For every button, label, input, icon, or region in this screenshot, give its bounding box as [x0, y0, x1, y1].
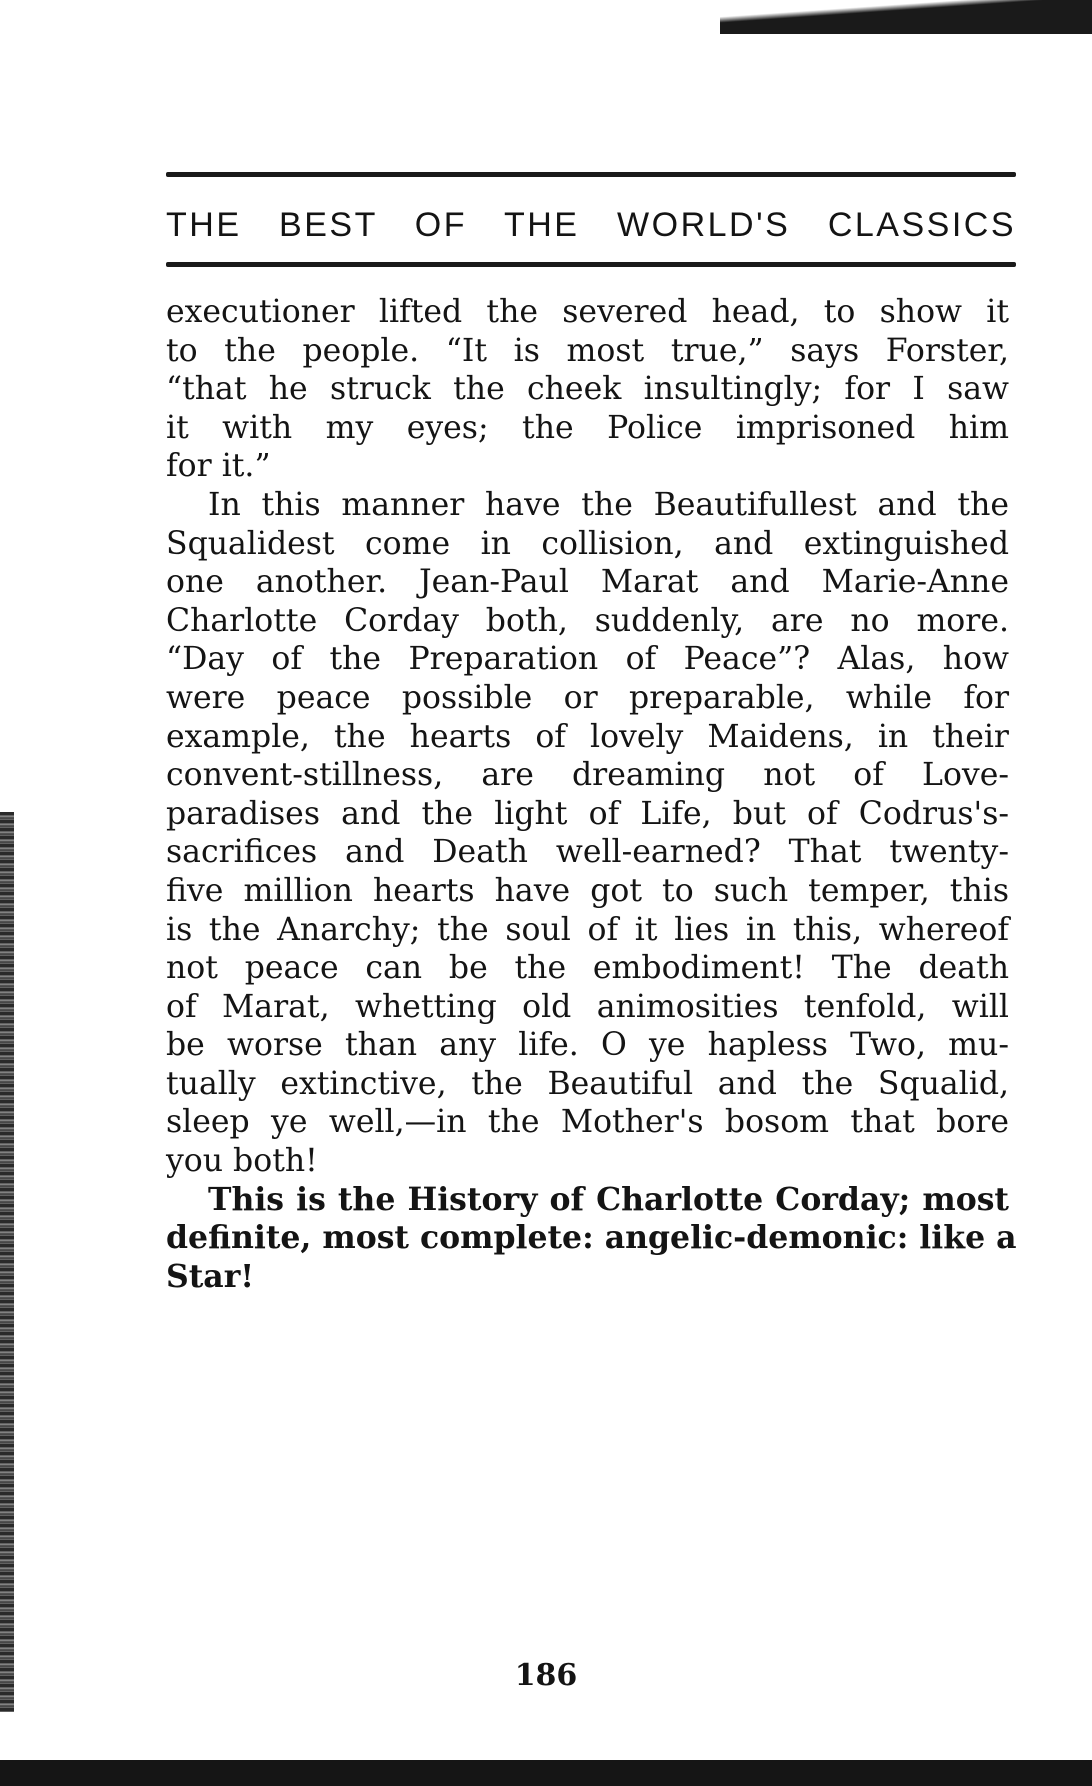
text-line: five million hearts have got to such temper, this [166, 872, 1009, 909]
running-head: THE BEST OF THE WORLD'S CLASSICS [166, 206, 1016, 244]
text-line: example, the hearts of lovely Maidens, in their [166, 718, 1009, 755]
page-number: 186 [514, 1658, 578, 1693]
text-line: Charlotte Corday both, suddenly, are no more. [166, 602, 1009, 639]
paragraph-3 [166, 1180, 1017, 1297]
text-line: sacrifices and Death well-earned? That twenty- [166, 834, 1009, 871]
scan-left-edge-shadow [0, 812, 14, 1712]
header-rule-top [166, 172, 1016, 177]
text-line: “Day of the Preparation of Peace”? Alas, how [166, 641, 1009, 678]
text-line: “that he struck the cheek insultingly; for I saw [166, 371, 1009, 408]
text-line: executioner lifted the severed head, to show it [166, 294, 1009, 330]
text-line: tually extinctive, the Beautiful and the Squalid, [166, 1065, 1009, 1102]
paragraph-2 [166, 486, 1009, 1181]
text-line: it with my eyes; the Police imprisoned him [166, 409, 1009, 446]
text-line: were peace possible or preparable, while for [166, 679, 1009, 716]
text-line: one another. Jean-Paul Marat and Marie-Anne [166, 564, 1009, 601]
text-line: to the people. “It is most true,” says Forster, [166, 332, 1009, 369]
header-rule-bottom [166, 262, 1016, 267]
text-line: is the Anarchy; the soul of it lies in this, whereof [166, 911, 1009, 948]
text-line: paradises and the light of Life, but of Codrus's- [166, 795, 1009, 832]
text-line: definite, most complete: angelic-demonic: like a [166, 1219, 1017, 1257]
text-line: you both! [166, 1143, 318, 1180]
text-line: for it.” [166, 448, 271, 485]
text-line: convent-stillness, are dreaming not of Love- [166, 757, 1009, 794]
text-line: of Marat, whetting old animosities tenfold, will [166, 988, 1009, 1025]
text-line: sleep ye well,—in the Mother's bosom that bore [166, 1104, 1009, 1141]
text-line: be worse than any life. O ye hapless Two, mu- [166, 1027, 1009, 1064]
text-line: This is the History of Charlotte Corday; most [208, 1180, 1009, 1218]
body-text [166, 293, 1017, 1296]
text-line: Star! [166, 1257, 255, 1295]
paragraph-1 [166, 293, 1009, 486]
text-line: not peace can be the embodiment! The death [166, 950, 1009, 987]
text-line: Squalidest come in collision, and extinguished [166, 525, 1009, 562]
text-line: In this manner have the Beautifullest and the [208, 486, 1009, 523]
scan-top-edge-shadow [720, 0, 1092, 34]
scan-bottom-edge-shadow [0, 1760, 1092, 1786]
